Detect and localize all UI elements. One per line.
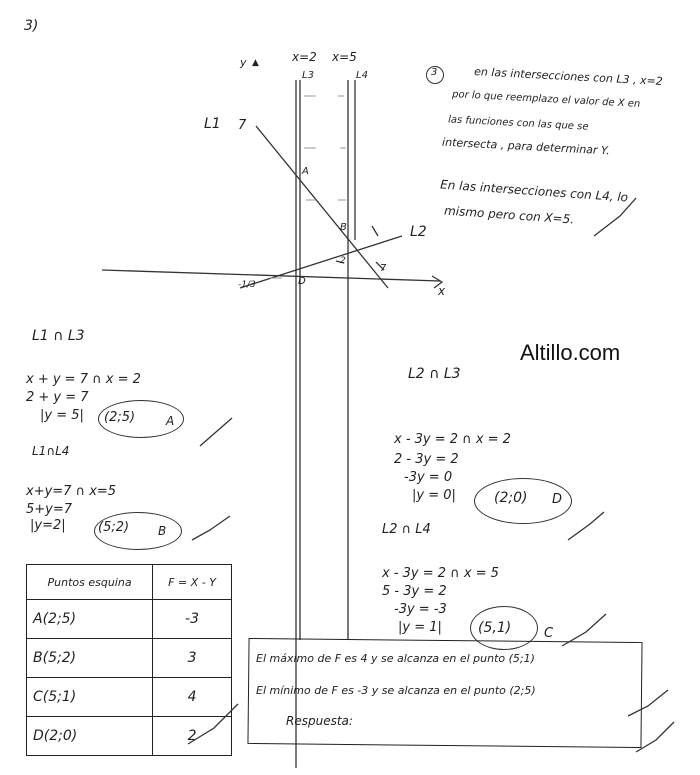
y7-label: 7: [238, 118, 247, 133]
note-line-1: en las intersecciones con L3 , x=2: [473, 65, 664, 88]
l2l3-eq3: -3y = 0: [404, 470, 453, 485]
table-cell-point: C(5;1): [27, 678, 153, 717]
check-mark-icon: [628, 690, 668, 716]
neg-label: -1/3: [238, 280, 256, 290]
answer-respuesta: Respuesta:: [286, 714, 353, 728]
l1l4-heading: L1∩L4: [32, 444, 70, 458]
l4-label: L4: [356, 70, 368, 81]
check-mark-icon: [562, 614, 606, 646]
x5-label: x=5: [332, 50, 357, 64]
table-header-f: F = X - Y: [153, 565, 232, 600]
point-a-label: A: [302, 166, 309, 177]
l1l3-eq1: x + y = 7 ∩ x = 2: [26, 372, 141, 387]
table-header-points: Puntos esquina: [27, 565, 153, 600]
note-line-5: En las intersecciones con L4, lo: [439, 177, 629, 205]
l2l4-point: (5,1): [478, 620, 512, 636]
l2l3-point: (2;0): [494, 490, 528, 506]
l1l3-result: |y = 5|: [40, 408, 84, 423]
note-number: 3: [431, 67, 438, 78]
table-cell-point: B(5;2): [27, 639, 153, 678]
l1l4-label: B: [158, 524, 167, 538]
l1l3-heading: L1 ∩ L3: [32, 328, 85, 344]
l2l4-eq1: x - 3y = 2 ∩ x = 5: [382, 566, 499, 581]
l2l4-eq2: 5 - 3y = 2: [382, 584, 447, 599]
l2l4-heading: L2 ∩ L4: [382, 522, 431, 537]
l2l3-eq2: 2 - 3y = 2: [394, 452, 459, 467]
table-cell-value: -3: [153, 600, 232, 639]
triangle-icon: ▲: [252, 58, 259, 68]
check-mark-icon: [594, 198, 636, 236]
problem-number: 3): [24, 18, 39, 34]
l2l4-eq3: -3y = -3: [394, 602, 447, 617]
check-mark-icon: [568, 512, 604, 540]
l2l3-label: D: [552, 492, 563, 507]
l1l3-point: (2;5): [104, 410, 136, 425]
check-mark-icon: [188, 704, 238, 744]
answer-max: El máximo de F es 4 y se alcanza en el punto (5;1): [256, 652, 535, 665]
l1l4-eq2: 5+y=7: [26, 502, 73, 517]
l1l3-eq2: 2 + y = 7: [26, 390, 89, 405]
point-d-label: D: [298, 276, 306, 287]
two-label: 2: [340, 256, 346, 266]
l1l4-result: |y=2|: [30, 518, 66, 533]
check-mark-icon: [192, 516, 230, 540]
answer-min: El mínimo de F es -3 y se alcanza en el punto (2;5): [256, 684, 536, 697]
point-b-label: B: [340, 222, 347, 233]
x-axis-label: x: [438, 284, 446, 298]
y-axis-label: y: [240, 56, 247, 69]
l2l4-label: C: [544, 626, 554, 641]
l1-label: L1: [204, 116, 221, 132]
note-line-3: las funciones con las que se: [447, 114, 589, 133]
x7-label: 7: [380, 263, 387, 274]
table-cell-value: 4: [153, 678, 232, 717]
l2-label: L2: [410, 224, 427, 240]
l2l3-eq1: x - 3y = 2 ∩ x = 2: [394, 432, 511, 447]
l2l4-result: |y = 1|: [398, 620, 442, 635]
table-cell-point: D(2;0): [27, 717, 153, 756]
x2-label: x=2: [292, 50, 317, 64]
check-mark-icon: [200, 418, 232, 446]
note-line-2: por lo que reemplazo el valor de X en: [451, 89, 641, 110]
l3-label: L3: [302, 70, 314, 81]
table-cell-value: 3: [153, 639, 232, 678]
l2l3-result: |y = 0|: [412, 488, 456, 503]
watermark: Altillo.com: [520, 340, 621, 365]
note-line-6: mismo pero con X=5.: [443, 203, 575, 227]
l2l3-heading: L2 ∩ L3: [408, 366, 461, 382]
note-line-4: intersecta , para determinar Y.: [441, 135, 611, 158]
check-mark-icon: [636, 722, 674, 752]
table-cell-value: 2: [153, 717, 232, 756]
l1l4-eq1: x+y=7 ∩ x=5: [26, 484, 117, 499]
table-cell-point: A(2;5): [27, 600, 153, 639]
l1l3-label: A: [166, 414, 175, 428]
l1l4-point: (5;2): [98, 520, 130, 535]
